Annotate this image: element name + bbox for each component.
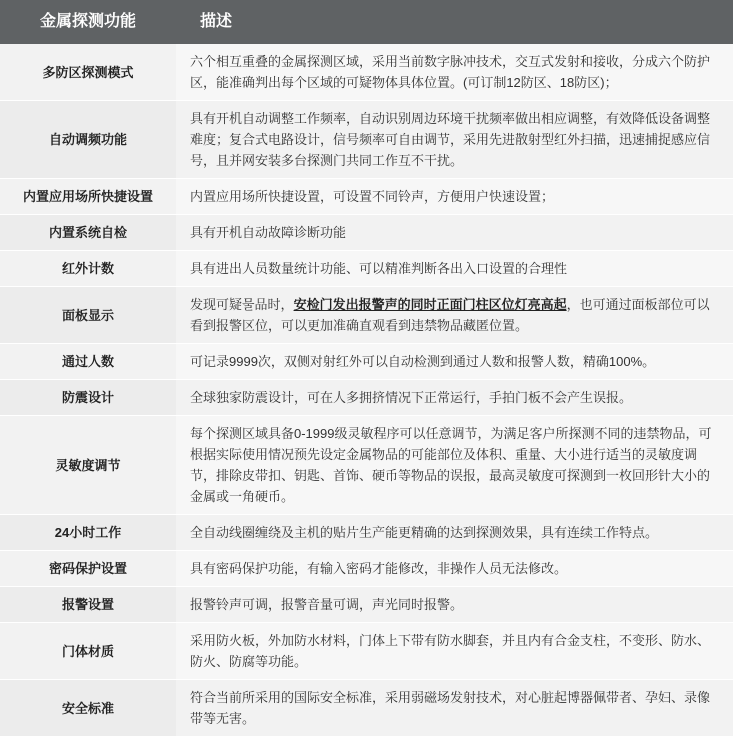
- table-row: [0, 416, 733, 515]
- table-row: [0, 344, 733, 380]
- row-description: 具有密码保护功能，有输入密码才能修改，非操作人员无法修改。: [176, 551, 733, 587]
- row-description: 六个相互重叠的金属探测区域，采用当前数字脉冲技术，交互式发射和接收，分成六个防护区，能准确判出每个区域的可疑物体具体位置。(可订制12防区、18防区)；: [176, 44, 733, 101]
- row-description: 采用防火板，外加防水材料，门体上下带有防水脚套，并且内有合金支柱，不变形、防水、防火、防腐等功能。: [176, 623, 733, 680]
- row-description: 内置应用场所快捷设置，可设置不同铃声，方便用户快速设置；: [176, 179, 733, 215]
- row-feature-name: 灵敏度调节: [0, 416, 176, 515]
- row-description: 全球独家防震设计，可在人多拥挤情况下正常运行，手拍门板不会产生误报。: [176, 380, 733, 416]
- table-header: [0, 0, 733, 44]
- row-description: 具有开机自动调整工作频率，自动识别周边环境干扰频率做出相应调整，有效降低设备调整难度；复合式电路设计，信号频率可自由调节，采用先进散射型红外扫描，迅速捕捉感应信号，且并网安装多台探测门共同工作互不干扰。: [176, 101, 733, 179]
- table-body: [0, 44, 733, 737]
- table-row: [0, 587, 733, 623]
- table-row: [0, 44, 733, 101]
- row-description-highlighted: [176, 287, 733, 344]
- desc-text-highlight: 安检门发出报警声的同时正面门柱区位灯亮高起: [293, 297, 567, 312]
- table-row: [0, 515, 733, 551]
- row-feature-name: 安全标准: [0, 680, 176, 737]
- row-description: 报警铃声可调，报警音量可调，声光同时报警。: [176, 587, 733, 623]
- header-description: 描述: [176, 0, 733, 44]
- table-row: [0, 215, 733, 251]
- header-feature: 金属探测功能: [0, 0, 176, 44]
- row-description: 全自动线圈缠绕及主机的贴片生产能更精确的达到探测效果，具有连续工作特点。: [176, 515, 733, 551]
- row-feature-name: 多防区探测模式: [0, 44, 176, 101]
- row-feature-name: 门体材质: [0, 623, 176, 680]
- row-description: 具有开机自动故障诊断功能: [176, 215, 733, 251]
- table-row: [0, 287, 733, 344]
- row-feature-name: 内置系统自检: [0, 215, 176, 251]
- desc-text-pre: 发现可疑물品时，: [190, 297, 294, 312]
- row-feature-name: 防震设计: [0, 380, 176, 416]
- table-row: [0, 680, 733, 737]
- row-feature-name: 报警设置: [0, 587, 176, 623]
- row-description: 具有进出人员数量统计功能、可以精准判断各出入口设置的合理性: [176, 251, 733, 287]
- row-feature-name: 内置应用场所快捷设置: [0, 179, 176, 215]
- table-row: [0, 101, 733, 179]
- row-feature-name: 红外计数: [0, 251, 176, 287]
- row-feature-name: 自动调频功能: [0, 101, 176, 179]
- table-row: [0, 380, 733, 416]
- row-feature-name: 通过人数: [0, 344, 176, 380]
- row-description: 可记录9999次，双侧对射红外可以自动检测到通过人数和报警人数，精确100%。: [176, 344, 733, 380]
- table-row: [0, 251, 733, 287]
- table-row: [0, 623, 733, 680]
- row-description: 每个探测区域具备0-1999级灵敏程序可以任意调节，为满足客户所探测不同的违禁物品，可根据实际使用情况预先设定金属物品的可能部位及体积、重量、大小进行适当的灵敏度调节，排除皮带扣、钥匙、首饰、硬币等物品的误报，最高灵敏度可探测到一枚回形针大小的金属或一角硬币。: [176, 416, 733, 515]
- row-description: 符合当前所采用的国际安全标准，采用弱磁场发射技术，对心脏起博器佩带者、孕妇、录像带等无害。: [176, 680, 733, 737]
- row-feature-name: 24小时工作: [0, 515, 176, 551]
- header-row: [0, 0, 733, 44]
- table-row: [0, 551, 733, 587]
- row-feature-name: 面板显示: [0, 287, 176, 344]
- table-row: [0, 179, 733, 215]
- row-feature-name: 密码保护设置: [0, 551, 176, 587]
- desc-text-post: ，也可通过面板部位可以看到报警区位，可以更加准确直观看到违禁物品藏匿位置。: [190, 297, 710, 333]
